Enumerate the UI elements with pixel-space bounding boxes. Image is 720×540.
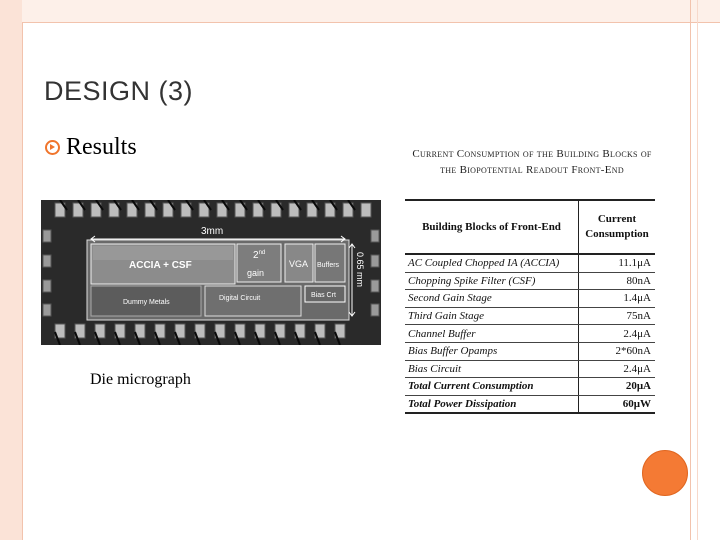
row-value: 75nA: [579, 307, 656, 325]
row-value: 2*60nA: [579, 342, 656, 360]
table-row-total-current: [405, 378, 655, 396]
row-value: 80nA: [579, 272, 656, 290]
header-building-blocks: Building Blocks of Front-End: [405, 200, 579, 254]
table-row: [405, 272, 655, 290]
header-current-consumption: Current Consumption: [579, 200, 656, 254]
row-block: Bias Circuit: [405, 360, 579, 378]
table-row: [405, 290, 655, 308]
row-value: 2.4μA: [579, 325, 656, 343]
row-value: 2.4μA: [579, 360, 656, 378]
table-row: [405, 342, 655, 360]
table-row: [405, 254, 655, 272]
die-micrograph: [41, 200, 381, 345]
table-row: [405, 360, 655, 378]
bullet-results: [45, 134, 137, 161]
bias-circuit-label: Bias Crt: [311, 292, 336, 299]
slide-border-top: [0, 0, 720, 22]
current-consumption-table: [405, 199, 655, 414]
row-block: Total Power Dissipation: [405, 395, 579, 413]
table-caption: [397, 146, 667, 178]
row-value: 20μA: [579, 378, 656, 396]
border-right-line: [690, 0, 691, 540]
buffers-label: Buffers: [317, 262, 340, 269]
row-block: Total Current Consumption: [405, 378, 579, 396]
gain-label-2: gain: [247, 268, 265, 278]
table-row-total-power: [405, 395, 655, 413]
row-block: AC Coupled Chopped IA (ACCIA): [405, 254, 579, 272]
border-top-line: [22, 22, 720, 23]
bullet-text: Results: [66, 134, 137, 160]
table-row: [405, 307, 655, 325]
table-caption-line-2: the Biopotential Readout Front-End: [440, 164, 624, 176]
row-block: Channel Buffer: [405, 325, 579, 343]
row-value: 11.1μA: [579, 254, 656, 272]
gain-label: 2nd: [253, 250, 266, 261]
border-left-line: [22, 22, 23, 540]
row-block: Third Gain Stage: [405, 307, 579, 325]
digital-circuit-label: Digital Circuit: [219, 295, 261, 302]
dummy-metals-label: Dummy Metals: [123, 299, 170, 306]
die-width-label: 3mm: [201, 226, 224, 237]
bullet-arrow-icon: [45, 140, 60, 155]
row-value: 1.4μA: [579, 290, 656, 308]
border-right-line-2: [697, 0, 698, 540]
decorative-circle: [642, 450, 688, 496]
slide-title: DESIGN (3): [44, 76, 194, 106]
micrograph-caption: Die micrograph: [90, 371, 191, 388]
slide-border-left: [0, 0, 22, 540]
table-header-row: [405, 200, 655, 254]
vga-label: VGA: [289, 259, 309, 269]
row-block: Bias Buffer Opamps: [405, 342, 579, 360]
row-value: 60μW: [579, 395, 656, 413]
table-caption-line-1: Current Consumption of the Building Blocks of: [412, 148, 652, 160]
row-block: Chopping Spike Filter (CSF): [405, 272, 579, 290]
die-height-label: 0.65 mm: [355, 252, 365, 288]
row-block: Second Gain Stage: [405, 290, 579, 308]
table-row: [405, 325, 655, 343]
accia-label: ACCIA + CSF: [129, 260, 192, 271]
